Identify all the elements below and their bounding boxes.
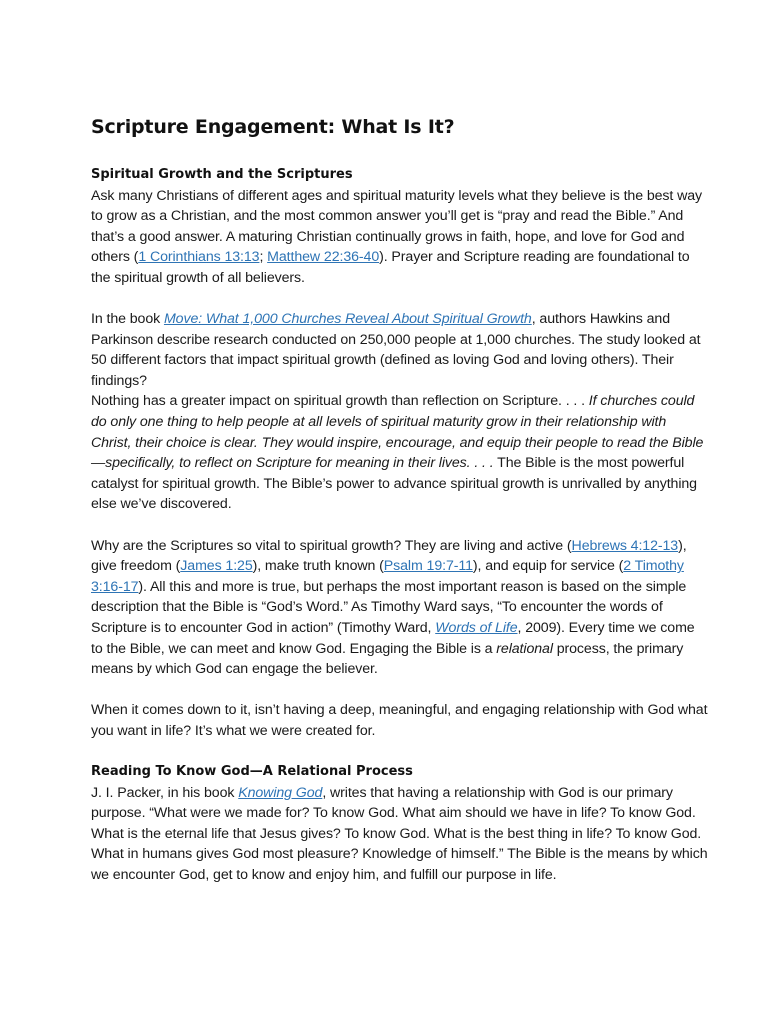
link-knowing-god[interactable]: Knowing God [238, 784, 323, 801]
text: ). Prayer and Scripture reading are foundational to the spiritual growth of all believers. [91, 249, 690, 286]
paragraph-why-scriptures [91, 536, 708, 680]
page-title: Scripture Engagement: What Is It? [91, 116, 455, 138]
text: , authors Hawkins and Parkinson describe research conducted on 250,000 people at 1,000 churches. The study looked at 50 different factors that impact spiritual growth (defined as loving God and loving others). Their findings? [91, 311, 701, 389]
text: process, the primary means by which God can engage the believer. [91, 640, 684, 678]
text: J. I. Packer, in his book [91, 784, 239, 801]
link-2-timothy[interactable]: 2 Timothy 3:16-17 [91, 558, 684, 595]
section-heading-reading-to-know-god: Reading To Know God—A Relational Process [91, 764, 413, 780]
text: ). All this and more is true, but perhaps the most important reason is based on the simple description that the Bible is “God’s Word.” As Timothy Ward says, “To encounter the words of Scripture is to encounter God in action” (Timothy Ward, [91, 578, 687, 636]
italic-relational: relational [496, 640, 553, 657]
link-move-book[interactable]: Move: What 1,000 Churches Reveal About Spiritual Growth [163, 311, 532, 328]
text: ; [259, 249, 268, 266]
text: Nothing has a greater impact on spiritual growth than reflection on Scripture. . . . [91, 393, 589, 410]
text: ), and equip for service ( [472, 558, 624, 575]
link-matthew[interactable]: Matthew 22:36-40 [267, 249, 380, 266]
paragraph-relationship: When it comes down to it, isn’t having a deep, meaningful, and engaging relationship with God what you want in life? It’s what we were created for. [91, 702, 708, 739]
text: ), give freedom ( [91, 537, 687, 575]
paragraph-move-book [91, 309, 708, 391]
text: In the book [91, 311, 164, 328]
text: ), make truth known ( [252, 558, 384, 575]
text: Ask many Christians of different ages and spiritual maturity levels what they believe is the best way to grow as a Christian, and the most common answer you’ll get is “pray and read the Bible.” And that’s a good answer. A maturing Christian continually grows in faith, hope, and love for God and others ( [91, 187, 703, 266]
link-words-of-life[interactable]: Words of Life [435, 619, 518, 636]
paragraph-quote [91, 391, 708, 515]
text: , writes that having a relationship with God is our primary purpose. “What were we made for? To know God. What aim should we have in life? To know God. What is the eternal life that Jesus gives? To know God. What is the best thing in life? To know God. What in humans gives God most pleasure? Knowledge of himself.” The Bible is the means by which we encounter God, get to know and enjoy him, and fulfill our purpose in life. [91, 784, 708, 883]
text: The Bible is the most powerful catalyst for spiritual growth. The Bible’s power to advance spiritual growth is unrivalled by anything else we’ve discovered. [91, 455, 697, 513]
link-james[interactable]: James 1:25 [180, 558, 253, 575]
text: Why are the Scriptures so vital to spiritual growth? They are living and active ( [91, 537, 572, 554]
italic-quote: If churches could do only one thing to help people at all levels of spiritual maturity grow in their relationship with Christ, their choice is clear. They would inspire, encourage, and equip their people to read the Bible—specifically, to reflect on Scripture for meaning in their lives. . . . [91, 393, 704, 472]
link-1-corinthians[interactable]: 1 Corinthians 13:13 [138, 249, 260, 266]
section-heading-spiritual-growth: Spiritual Growth and the Scriptures [91, 167, 353, 182]
link-hebrews[interactable]: Hebrews 4:12-13 [571, 537, 679, 554]
paragraph-intro [91, 186, 708, 289]
text: , 2009). Every time we come to the Bible, we can meet and know God. Engaging the Bible is a [91, 619, 695, 657]
paragraph-packer [91, 783, 708, 886]
link-psalm[interactable]: Psalm 19:7-11 [383, 558, 473, 575]
